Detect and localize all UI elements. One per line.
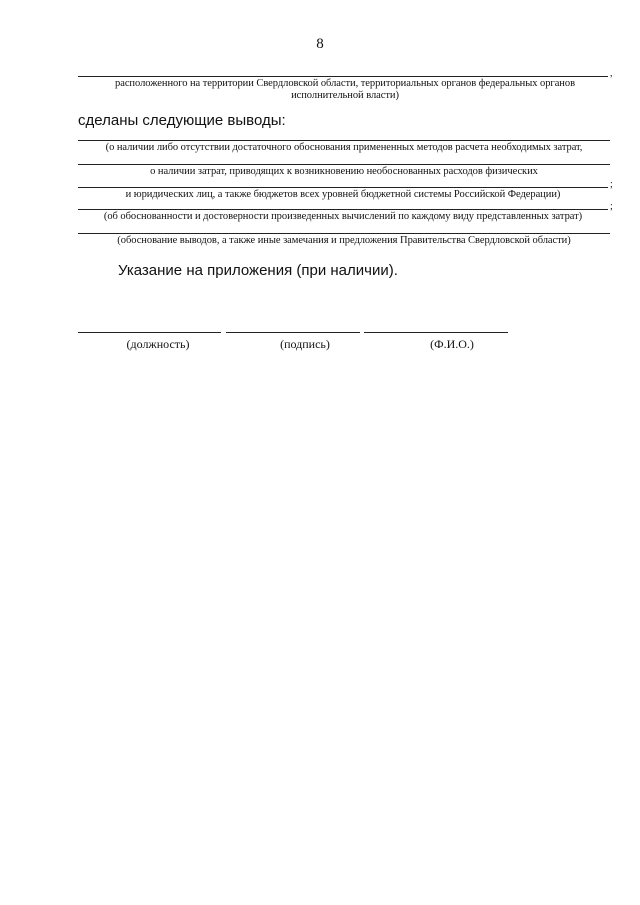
fill-line-1 (78, 76, 608, 77)
line-5-semicolon: ; (610, 201, 613, 212)
line-4-caption: и юридических лиц, а также бюджетов всех уровней бюджетной системы Российской Федерации) (125, 189, 561, 200)
fill-line-6 (78, 233, 610, 234)
conclusions-heading: сделаны следующие выводы: (78, 112, 286, 129)
name-line (364, 332, 508, 333)
name-label: (Ф.И.О.) (430, 337, 474, 351)
page-number: 8 (316, 36, 324, 52)
position-label: (должность) (126, 337, 190, 351)
fill-line-2 (78, 140, 610, 141)
line-2-caption: (о наличии либо отсутствии достаточного обоснования примененных методов расчета необходимых затрат, (105, 142, 583, 153)
line-1-comma: , (610, 68, 613, 79)
line-5-caption: (об обоснованности и достоверности произведенных вычислений по каждому виду представленных затрат) (103, 211, 583, 222)
fill-line-3 (78, 164, 610, 165)
line-6-caption: (обоснование выводов, а также иные замечания и предложения Правительства Свердловской области) (117, 235, 571, 246)
fill-line-4 (78, 187, 608, 188)
line-1-caption: расположенного на территории Свердловской области, территориальных органов федеральных органов исполнительной власти) (115, 78, 575, 101)
signature-line (226, 332, 360, 333)
fill-line-5 (78, 209, 608, 210)
attachments-note: Указание на приложения (при наличии). (118, 262, 398, 279)
signature-label: (подпись) (280, 337, 330, 351)
line-3-caption: о наличии затрат, приводящих к возникновению необоснованных расходов физических (150, 166, 538, 177)
line-4-semicolon: ; (610, 179, 613, 190)
position-line (78, 332, 221, 333)
